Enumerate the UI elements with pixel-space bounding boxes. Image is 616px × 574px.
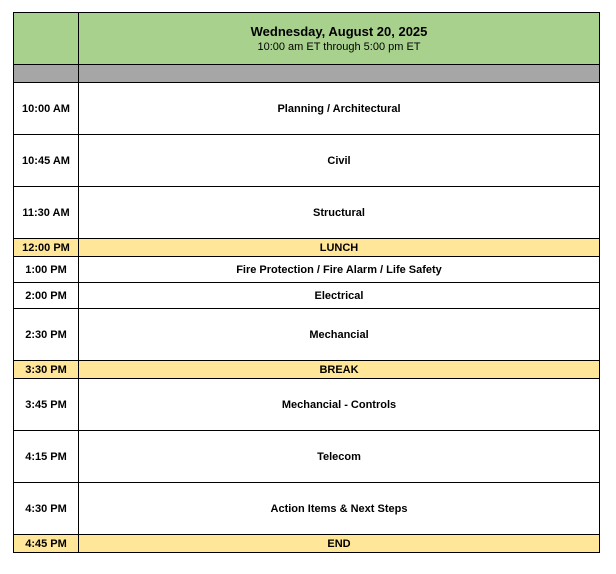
agenda-row <box>14 283 600 309</box>
topic-cell: Telecom <box>79 431 600 483</box>
agenda-hours: 10:00 am ET through 5:00 pm ET <box>257 40 421 53</box>
topic-cell: Structural <box>79 187 600 239</box>
agenda-date: Wednesday, August 20, 2025 <box>250 23 428 39</box>
time-cell: 4:45 PM <box>14 535 79 553</box>
agenda-row <box>14 483 600 535</box>
time-cell: 4:30 PM <box>14 483 79 535</box>
topic-cell: Mechancial - Controls <box>79 379 600 431</box>
topic-cell: Action Items & Next Steps <box>79 483 600 535</box>
header-cell <box>79 13 600 65</box>
agenda-row-lunch <box>14 239 600 257</box>
topic-cell: Civil <box>79 135 600 187</box>
time-cell: 4:15 PM <box>14 431 79 483</box>
agenda-row-break <box>14 361 600 379</box>
topic-cell: BREAK <box>79 361 600 379</box>
agenda-row <box>14 431 600 483</box>
topic-cell: LUNCH <box>79 239 600 257</box>
time-cell: 10:45 AM <box>14 135 79 187</box>
agenda-row <box>14 83 600 135</box>
agenda-row <box>14 187 600 239</box>
agenda-row-end <box>14 535 600 553</box>
agenda-row <box>14 135 600 187</box>
time-cell: 11:30 AM <box>14 187 79 239</box>
topic-cell: Planning / Architectural <box>79 83 600 135</box>
agenda-row <box>14 257 600 283</box>
time-cell: 3:30 PM <box>14 361 79 379</box>
agenda-row <box>14 309 600 361</box>
agenda-row <box>14 379 600 431</box>
time-cell: 3:45 PM <box>14 379 79 431</box>
agenda-table <box>13 12 600 553</box>
time-cell: 1:00 PM <box>14 257 79 283</box>
time-cell: 12:00 PM <box>14 239 79 257</box>
header-blank-cell <box>14 13 79 65</box>
topic-cell: Mechancial <box>79 309 600 361</box>
topic-cell: Electrical <box>79 283 600 309</box>
time-cell: 2:30 PM <box>14 309 79 361</box>
time-cell: 10:00 AM <box>14 83 79 135</box>
spacer-cell <box>14 65 79 83</box>
spacer-row <box>14 65 600 83</box>
time-cell: 2:00 PM <box>14 283 79 309</box>
topic-cell: END <box>79 535 600 553</box>
spacer-cell <box>79 65 600 83</box>
agenda-header-row <box>14 13 600 65</box>
topic-cell: Fire Protection / Fire Alarm / Life Safety <box>79 257 600 283</box>
